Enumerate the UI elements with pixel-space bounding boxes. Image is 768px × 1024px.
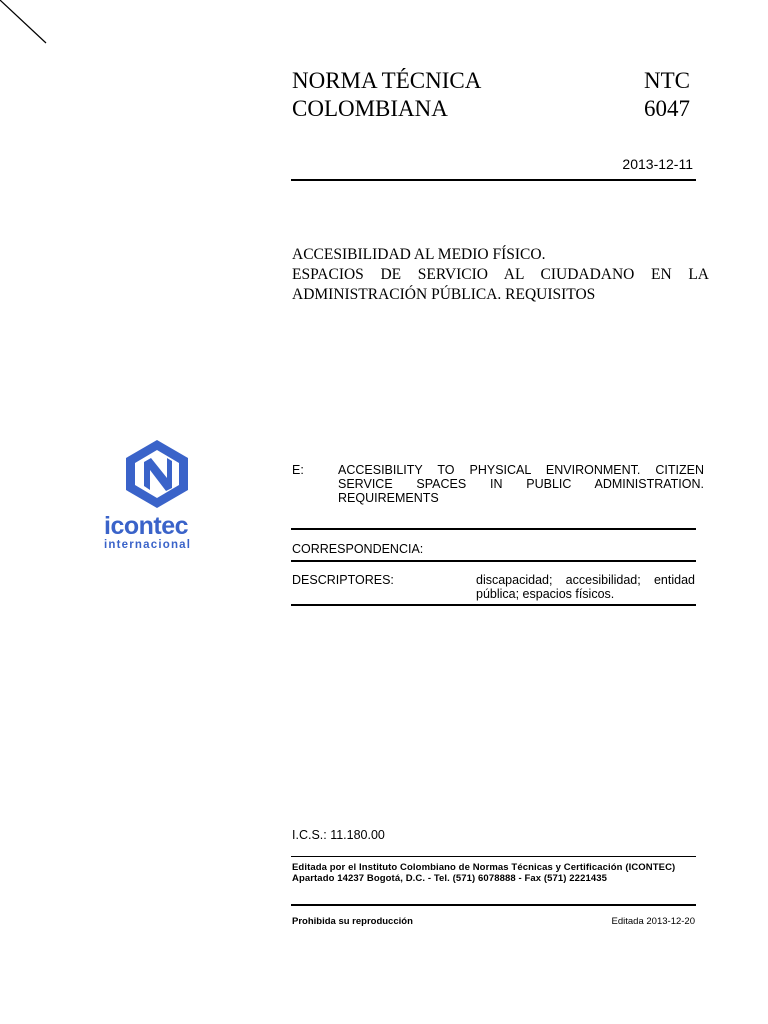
title-line-1: NORMA TÉCNICA: [292, 68, 482, 93]
icontec-logo: [104, 440, 214, 551]
logo-sub-text: internacional: [104, 539, 192, 551]
code-line-2: 6047: [644, 96, 690, 121]
publisher-line-2: Apartado 14237 Bogotá, D.C. - Tel. (571) 6078888 - Fax (571) 2221435: [292, 873, 607, 884]
corner-fold-mark: [0, 0, 50, 48]
standard-code: [560, 67, 690, 123]
rule-3: [291, 604, 696, 606]
english-prefix: E:: [292, 463, 304, 477]
title-line-2: COLOMBIANA: [292, 96, 448, 121]
descriptores-label: DESCRIPTORES:: [292, 573, 394, 587]
subject-line-2: ESPACIOS DE SERVICIO AL CIUDADANO EN LA ADMINISTRACIÓN PÚBLICA. REQUISITOS: [292, 266, 709, 303]
rule-4: [291, 856, 696, 857]
logo-brand-text: icontec: [104, 512, 189, 540]
english-title: ACCESIBILITY TO PHYSICAL ENVIRONMENT. CITIZEN SERVICE SPACES IN PUBLIC ADMINISTRATION. REQUIREMENTS: [338, 463, 704, 505]
code-line-1: NTC: [644, 68, 690, 93]
rule-1: [291, 528, 696, 530]
standard-subject: [292, 245, 709, 305]
icontec-n-icon: [104, 440, 214, 508]
footer-left: Prohibida su reproducción: [292, 916, 413, 927]
header-rule: [291, 179, 696, 181]
publisher-line-1: Editada por el Instituto Colombiano de Normas Técnicas y Certificación (ICONTEC): [292, 862, 676, 873]
rule-5: [291, 904, 696, 906]
standard-title: [292, 67, 481, 123]
standard-date: 2013-12-11: [622, 156, 693, 172]
subject-line-1: ACCESIBILIDAD AL MEDIO FÍSICO.: [292, 246, 546, 263]
footer-right: Editada 2013-12-20: [611, 916, 695, 927]
correspondencia-label: CORRESPONDENCIA:: [292, 542, 424, 556]
descriptores-value: discapacidad; accesibilidad; entidad pública; espacios físicos.: [476, 573, 695, 601]
rule-2: [291, 560, 696, 562]
publisher-info: [292, 862, 695, 884]
ics-code: I.C.S.: 11.180.00: [292, 828, 385, 842]
